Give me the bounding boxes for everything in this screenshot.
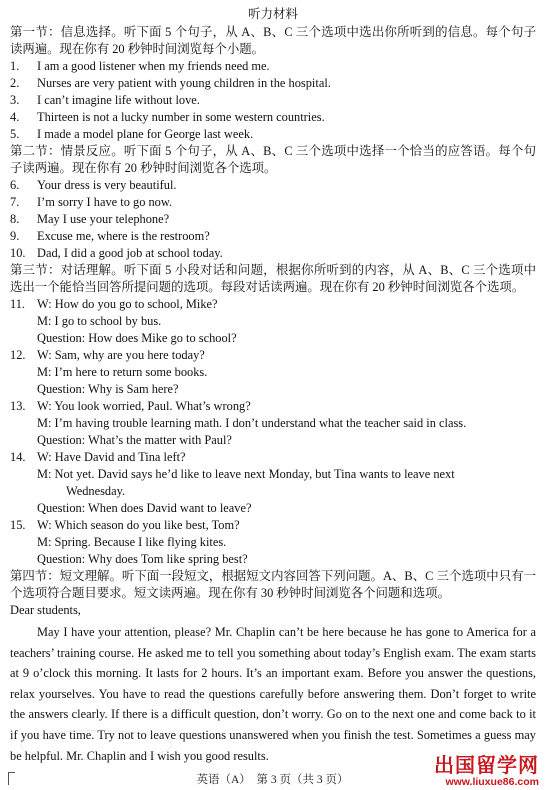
list-item [10, 228, 536, 245]
section4-heading: 第四节：短文理解。听下面一段短文，根据短文内容回答下列问题。A、B、C 三个选项中只有一个选项符合题目要求。短文读两遍。现在你有 30 秒钟时间浏览各个问题和选项。 [10, 569, 536, 600]
man-line: M: I’m here to return some books. [37, 365, 208, 379]
dialogue-line [10, 398, 536, 415]
item-text: Your dress is very beautiful. [37, 178, 177, 192]
item-number: 8. [10, 212, 20, 226]
passage-paragraph: May I have your attention, please? Mr. Chaplin can’t be here because he has gone to America for a teachers’ training course. He asked me to tell you something about today’s English exam. The exam starts at 9 o’clock this morning. It lasts for 2 hours. It’s an important exam. Before you answer the questions, relax yourselves. You have to read the questions carefully before answering them. Don’t forget to write the answers clearly. If there is a difficult question, don’t worry. Go on to the next one and come back to it if you have time. Try not to leave questions unanswered when you finish the test. Sometimes a guess may be helpful. Mr. Chaplin and I wish you good results. [10, 625, 536, 763]
item-number: 12. [10, 348, 26, 362]
listening-material-page [10, 6, 536, 766]
question-line: Question: When does David want to leave? [37, 501, 252, 515]
item-number: 11. [10, 297, 26, 311]
item-number: 2. [10, 76, 20, 90]
item-number: 1. [10, 59, 20, 73]
list-item [10, 92, 536, 109]
list-item [10, 126, 536, 143]
page-footer: 英语（A） 第 3 页（共 3 页） [196, 774, 349, 786]
dialogue-13 [10, 398, 536, 449]
watermark-site-name: 出国留学网 [434, 753, 539, 777]
woman-line: W: You look worried, Paul. What’s wrong? [37, 399, 251, 413]
list-item [10, 245, 536, 262]
faint-watermark-stamp [20, 730, 172, 760]
item-text: I’m sorry I have to go now. [37, 195, 173, 209]
item-number: 3. [10, 93, 20, 107]
item-number: 13. [10, 399, 26, 413]
section2-list [10, 177, 536, 262]
question-line: Question: What’s the matter with Paul? [37, 433, 232, 447]
item-text: Dad, I did a good job at school today. [37, 246, 223, 260]
item-number: 10. [10, 246, 26, 260]
question-line: Question: Why does Tom like spring best? [37, 552, 248, 566]
item-text: Excuse me, where is the restroom? [37, 229, 210, 243]
item-number: 15. [10, 518, 26, 532]
dialogue-12 [10, 347, 536, 398]
dialogue-15 [10, 517, 536, 568]
man-line: M: I go to school by bus. [37, 314, 162, 328]
passage-greeting: Dear students, [10, 603, 81, 617]
list-item [10, 58, 536, 75]
list-item [10, 177, 536, 194]
dialogue-line [10, 517, 536, 534]
section2-heading: 第二节：情景反应。听下面 5 个句子，从 A、B、C 三个选项中选择一个恰当的应答语。每个句子读两遍。现在你有 20 秒钟时间浏览各个选项。 [10, 144, 536, 175]
item-number: 9. [10, 229, 20, 243]
list-item [10, 211, 536, 228]
list-item [10, 109, 536, 126]
watermark-url: www.liuxue86.com [445, 776, 539, 788]
man-line: M: Spring. Because I like flying kites. [37, 535, 227, 549]
item-number: 6. [10, 178, 20, 192]
dialogue-line [10, 347, 536, 364]
man-line: M: I’m having trouble learning math. I don’t understand what the teacher said in class. [37, 416, 467, 430]
man-line: M: Not yet. David says he’d like to leave next Monday, but Tina wants to leave next [37, 467, 455, 481]
site-watermark-logo [434, 755, 539, 788]
dialogue-11 [10, 296, 536, 347]
item-number: 14. [10, 450, 26, 464]
section3-heading: 第三节：对话理解。听下面 5 小段对话和问题，根据你所听到的内容，从 A、B、C 三个选项中选出一个能恰当回答所提问题的选项。每段对话读两遍。现在你有 20 秒钟时间浏览各个选项。 [10, 263, 536, 294]
man-line-continued: Wednesday. [66, 484, 126, 498]
item-text: I am a good listener when my friends need me. [37, 59, 270, 73]
woman-line: W: How do you go to school, Mike? [37, 297, 218, 311]
dialogue-14 [10, 449, 536, 517]
woman-line: W: Sam, why are you here today? [37, 348, 205, 362]
item-text: Thirteen is not a lucky number in some western countries. [37, 110, 325, 124]
item-number: 7. [10, 195, 20, 209]
question-line: Question: Why is Sam here? [37, 382, 179, 396]
question-line: Question: How does Mike go to school? [37, 331, 237, 345]
item-text: I made a model plane for George last week. [37, 127, 254, 141]
item-text: I can’t imagine life without love. [37, 93, 200, 107]
dialogue-line [10, 296, 536, 313]
dialogue-line [10, 449, 536, 466]
item-text: Nurses are very patient with young children in the hospital. [37, 76, 331, 90]
list-item [10, 75, 536, 92]
list-item [10, 194, 536, 211]
section1-list [10, 58, 536, 143]
item-text: May I use your telephone? [37, 212, 170, 226]
section1-heading: 第一节：信息选择。听下面 5 个句子，从 A、B、C 三个选项中选出你所听到的信息。每个句子读两遍。现在你有 20 秒钟时间浏览每个小题。 [10, 25, 536, 56]
item-number: 5. [10, 127, 20, 141]
woman-line: W: Have David and Tina left? [37, 450, 186, 464]
item-number: 4. [10, 110, 20, 124]
page-title: 听力材料 [247, 7, 298, 21]
woman-line: W: Which season do you like best, Tom? [37, 518, 240, 532]
